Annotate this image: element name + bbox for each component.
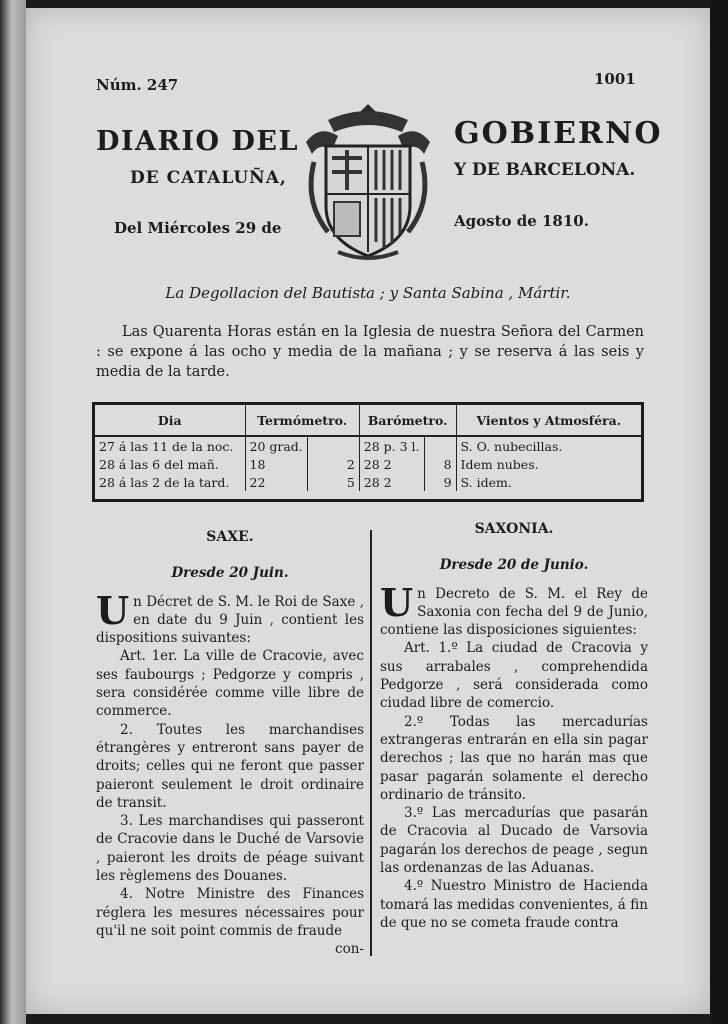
right-heading: SAXONIA.: [474, 521, 554, 537]
header-day: Dia: [95, 405, 245, 436]
left-paragraph-4: 3. Les marchandises qui passeront de Cracovie dans le Duché de Varsovie , paieront les droits de péage suivant les règlemens des Douanes.: [96, 813, 364, 885]
right-paragraph-4: 3.º Las mercadurías que pasarán de Cracovia al Ducado de Varsovia pagarán los derechos de peage , segun las ordenanzas de las Aduanas.: [380, 805, 648, 877]
table-row: [95, 455, 641, 473]
cell-baro: 28 2: [359, 473, 424, 491]
intro-notice: [96, 322, 644, 382]
weather-table: [92, 402, 644, 502]
cell-thermo-sub: 5: [307, 473, 359, 491]
cell-wind: S. O. nubecillas.: [460, 438, 563, 454]
left-paragraph-3: 2. Toutes les marchandises étrangères y entreront sans payer de droits; celles qui ne feront que passer paieront seulement le droit ordinaire de transit.: [96, 721, 364, 811]
title-left-line2: DE CATALUÑA,: [130, 168, 287, 188]
cell-thermo-sub: [307, 436, 359, 455]
table-header-row: [95, 405, 641, 436]
right-paragraph-2: Art. 1.º La ciudad de Cracovia y sus arrabales , comprehendida Pedgorze , será considerada como ciudad libre de comercio.: [380, 640, 648, 712]
title-right-line1: GOBIERNO: [454, 116, 663, 151]
saint-of-the-day: La Degollacion del Bautista ; y Santa Sabina , Mártir.: [165, 284, 571, 302]
left-column-french: [96, 528, 364, 959]
right-paragraph-5: 4.º Nuestro Ministro de Hacienda tomará las medidas convenientes, á fin de que no se cometa fraude contra: [380, 878, 648, 931]
cell-thermo: 20 grad.: [245, 436, 307, 455]
right-column-spanish: [380, 520, 648, 932]
cell-day: 28 á las 2 de la tard.: [95, 473, 245, 491]
intro-text: Las Quarenta Horas están en la Iglesia de nuestra Señora del Carmen : se expone á las ocho y media de la mañana ; y se reserva á las seis y media de la tarde.: [96, 324, 644, 380]
cell-wind: Idem nubes.: [460, 456, 539, 472]
cell-baro: 28 p. 3 l.: [359, 436, 424, 455]
table-row: [95, 436, 641, 455]
title-right-line2: Y DE BARCELONA.: [454, 160, 636, 180]
left-catchword: con-: [335, 941, 364, 958]
cell-thermo: 22: [245, 473, 307, 491]
left-dateline: Dresde 20 Juin.: [171, 565, 289, 582]
left-paragraph-2: Art. 1er. La ville de Cracovie, avec ses faubourgs ; Pedgorze y compris , sera considérée comme ville libre de commerce.: [96, 648, 364, 720]
table-row: [95, 473, 641, 491]
date-left: Del Miércoles 29 de: [114, 219, 282, 237]
header-wind: Vientos y Atmosféra.: [456, 405, 641, 436]
book-spine-edge: [0, 0, 26, 1024]
cell-baro-sub: [424, 436, 456, 455]
header-barometer: Barómetro.: [359, 405, 456, 436]
scan-background: [710, 0, 728, 1024]
right-paragraph-3: 2.º Todas las mercadurías extrangeras entrarán en ella sin pagar derechos ; las que no harán mas que pasar pagarán solamente el derecho ordinario de tránsito.: [380, 713, 648, 803]
cell-wind: S. idem.: [460, 474, 512, 490]
left-heading: SAXE.: [206, 529, 254, 545]
cell-day: 28 á las 6 del mañ.: [95, 455, 245, 473]
right-dropcap: U: [380, 579, 414, 625]
left-dropcap: U: [96, 587, 130, 633]
cell-baro-sub: 8: [424, 455, 456, 473]
date-right: Agosto de 1810.: [454, 212, 589, 230]
cell-baro-sub: 9: [424, 473, 456, 491]
header-thermometer: Termómetro.: [245, 405, 359, 436]
coat-of-arms-icon: [298, 102, 438, 262]
issue-number: Núm. 247: [96, 76, 179, 94]
title-left-line1: DIARIO DEL: [96, 126, 299, 157]
right-paragraph-1: n Decreto de S. M. el Rey de Saxonia con fecha del 9 de Junio, contiene las disposiciones siguientes:: [380, 585, 648, 639]
column-divider: [370, 530, 372, 956]
page-number: 1001: [594, 70, 636, 88]
cell-thermo-sub: 2: [307, 455, 359, 473]
cell-thermo: 18: [245, 455, 307, 473]
left-paragraph-5: 4. Notre Ministre des Finances réglera les mesures nécessaires pour qu'il ne soit point commis de fraude: [96, 886, 364, 939]
cell-day: 27 á las 11 de la noc.: [95, 436, 245, 455]
right-dateline: Dresde 20 de Junio.: [439, 557, 589, 574]
newspaper-page: [26, 8, 710, 1014]
left-paragraph-1: n Décret de S. M. le Roi de Saxe , en date du 9 Juin , contient les dispositions suivantes:: [96, 593, 364, 647]
cell-baro: 28 2: [359, 455, 424, 473]
